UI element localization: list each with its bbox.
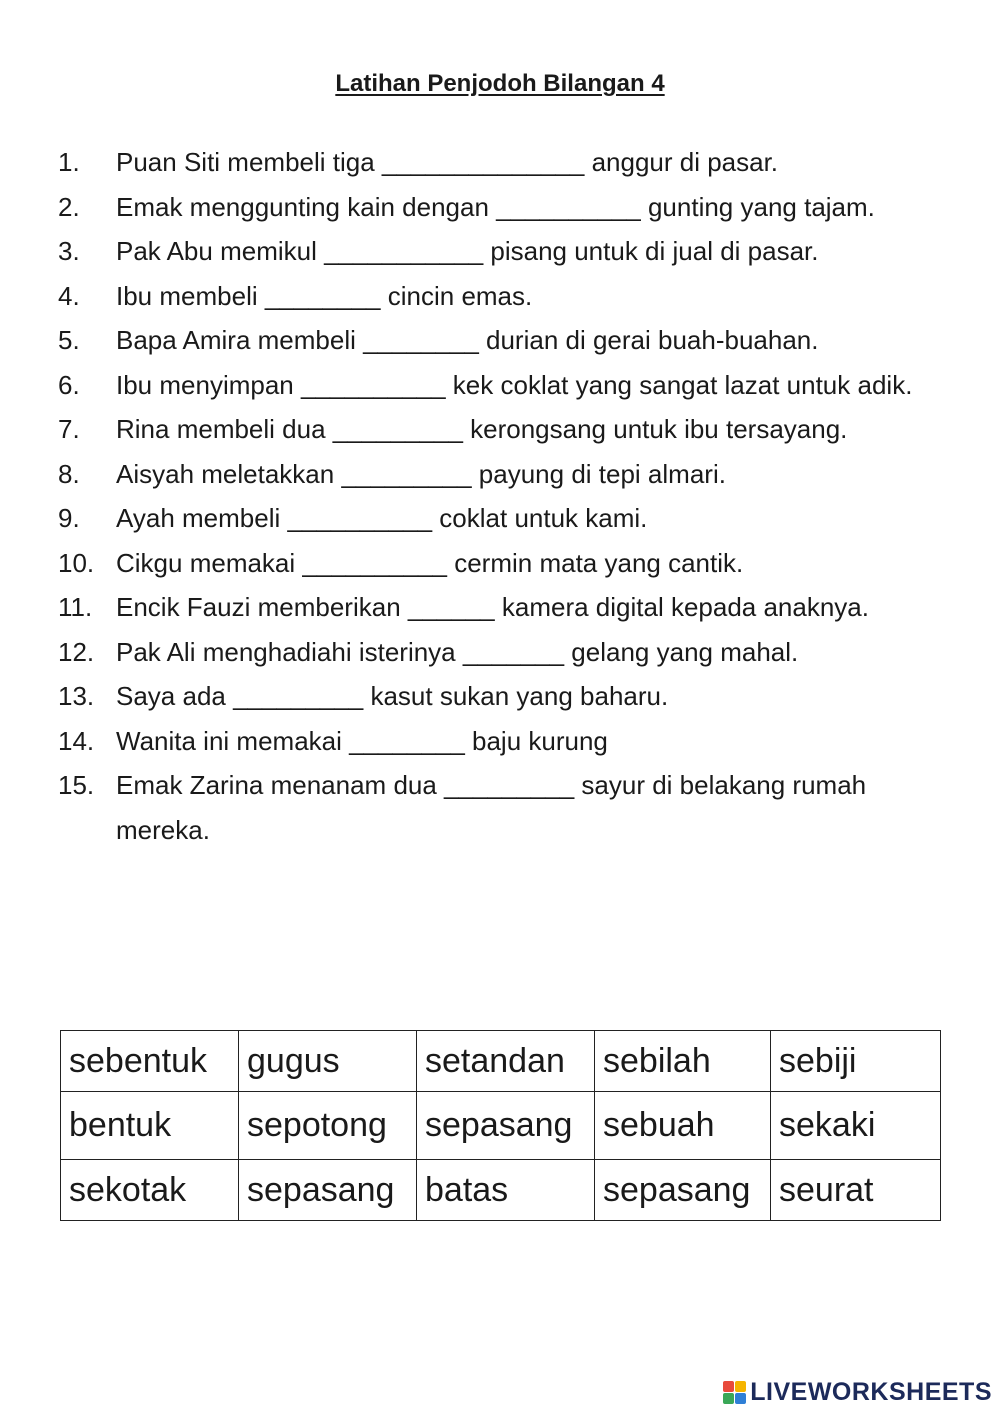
question-item	[58, 274, 958, 319]
question-item	[58, 140, 958, 185]
word-bank-cell: batas	[417, 1160, 595, 1221]
question-number: 15.	[58, 770, 95, 800]
word-bank-row	[61, 1092, 941, 1160]
question-number: 9.	[58, 503, 80, 533]
question-number: 1.	[58, 147, 80, 177]
word-bank-cell: sebuah	[595, 1092, 771, 1160]
word-bank-cell: sebilah	[595, 1031, 771, 1092]
question-number: 2.	[58, 191, 80, 222]
question-text: Pak Ali menghadiahi isterinya _______ gelang yang mahal.	[116, 636, 799, 667]
question-number: 12.	[58, 636, 95, 667]
question-text: Wanita ini memakai ________ baju kurung	[116, 725, 608, 756]
question-text: Ibu membeli ________ cincin emas.	[116, 280, 533, 311]
worksheet-title: Latihan Penjodoh Bilangan 4	[335, 70, 665, 97]
question-text: Bapa Amira membeli ________ durian di gerai buah-buahan.	[116, 325, 819, 355]
word-bank-cell: seurat	[771, 1160, 941, 1221]
question-item	[58, 496, 958, 541]
liveworksheets-logo-icon	[723, 1381, 746, 1404]
word-bank-cell: setandan	[417, 1031, 595, 1092]
question-number: 13.	[58, 681, 95, 711]
word-bank-cell: sebentuk	[61, 1031, 239, 1092]
word-bank-cell: sepasang	[595, 1160, 771, 1221]
word-bank-row	[61, 1031, 941, 1092]
question-number: 5.	[58, 325, 80, 355]
question-number: 14.	[58, 725, 95, 756]
question-number: 7.	[58, 414, 80, 444]
question-text: Pak Abu memikul ___________ pisang untuk di jual di pasar.	[116, 236, 819, 266]
question-item	[58, 407, 958, 452]
word-bank-cell: sekotak	[61, 1160, 239, 1221]
word-bank-cell: sepasang	[417, 1092, 595, 1160]
word-bank-cell: bentuk	[61, 1092, 239, 1160]
question-text: Encik Fauzi memberikan ______ kamera digital kepada anaknya.	[116, 592, 869, 622]
word-bank-cell: sekaki	[771, 1092, 941, 1160]
question-number: 8.	[58, 458, 80, 489]
question-number: 11.	[58, 592, 93, 622]
question-number: 3.	[58, 236, 80, 266]
question-item	[58, 318, 958, 363]
question-number: 10.	[58, 547, 95, 578]
question-item	[58, 674, 958, 719]
question-text: Rina membeli dua _________ kerongsang untuk ibu tersayang.	[116, 414, 848, 444]
question-item	[58, 229, 958, 274]
question-item	[58, 452, 958, 497]
question-text: Puan Siti membeli tiga ______________ anggur di pasar.	[116, 147, 779, 177]
question-item	[58, 363, 958, 408]
word-bank-cell: sepasang	[239, 1160, 417, 1221]
liveworksheets-brand	[723, 1378, 992, 1407]
question-text: Saya ada _________ kasut sukan yang baharu.	[116, 681, 669, 711]
question-text: Emak Zarina menanam dua _________ sayur di belakang rumah mereka.	[116, 770, 867, 845]
question-number: 4.	[58, 280, 80, 311]
word-bank-cell: sepotong	[239, 1092, 417, 1160]
question-item	[58, 585, 958, 630]
liveworksheets-wordmark: LIVEWORKSHEETS	[750, 1378, 992, 1406]
question-item	[58, 541, 958, 586]
question-text: Aisyah meletakkan _________ payung di tepi almari.	[116, 458, 726, 489]
logo-square	[735, 1393, 746, 1404]
question-item	[58, 763, 958, 852]
question-list	[58, 140, 958, 852]
logo-square	[723, 1393, 734, 1404]
question-number: 6.	[58, 369, 80, 400]
word-bank-cell: sebiji	[771, 1031, 941, 1092]
word-bank-cell: gugus	[239, 1031, 417, 1092]
question-item	[58, 185, 958, 230]
logo-square	[723, 1381, 734, 1392]
word-bank-row	[61, 1160, 941, 1221]
question-text: Ibu menyimpan __________ kek coklat yang sangat lazat untuk adik.	[116, 369, 913, 400]
word-bank-table	[60, 1030, 941, 1221]
question-item	[58, 719, 958, 764]
question-text: Ayah membeli __________ coklat untuk kami.	[116, 503, 648, 533]
logo-square	[735, 1381, 746, 1392]
question-item	[58, 630, 958, 675]
question-text: Emak menggunting kain dengan __________ gunting yang tajam.	[116, 191, 875, 222]
question-text: Cikgu memakai __________ cermin mata yang cantik.	[116, 547, 744, 578]
